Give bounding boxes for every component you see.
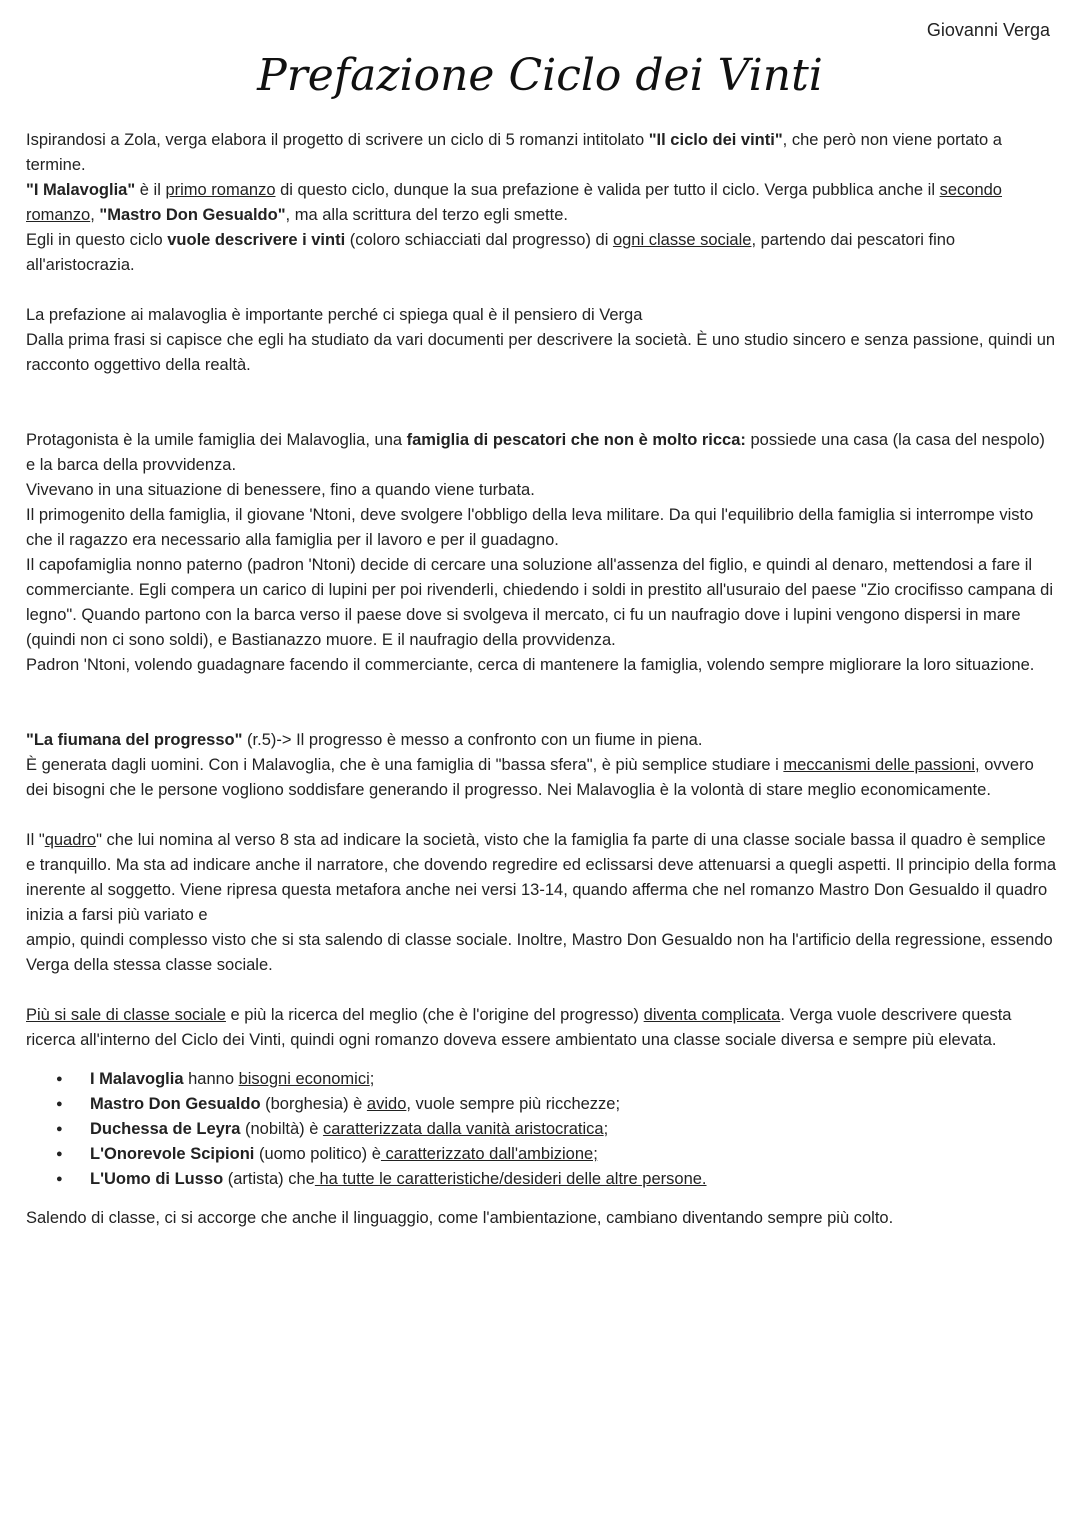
paragraph-capofamiglia: Il capofamiglia nonno paterno (padron 'Ntoni) decide di cercare una soluzione all'assenza del figlio, e quindi al denaro, mettendosi a fare il commerciante. Egli compera un carico di lupini per poi rivenderli, chiedendo i soldi in prestito all'usuraio del paese "Zio crocifisso campana di legno". Quando partono con la barca verso il paese dove si svolgeva il mercato, ci fu un naufragio dove i lupini vengono dispersi in mare (quindi non ci sono soldi), e Bastianazzo muore. E il naufragio della provvidenza. [26, 556, 1054, 649]
text: (artista) che [223, 1170, 315, 1188]
text: (borghesia) è [260, 1095, 367, 1113]
bold-text: L'Onorevole Scipioni [90, 1145, 255, 1163]
list-item [90, 1067, 1056, 1092]
text: , partendo dai pescatori fino all'aristocrazia. [26, 231, 956, 274]
paragraph-generata [26, 753, 1056, 803]
text: ovvero dei bisogni che le persone vogliono soddisfare generando il progresso. Nei Malavoglia è la volontà di stare meglio economicamente. [26, 756, 1034, 799]
text: Egli in questo ciclo [26, 231, 168, 249]
spacer [26, 803, 1056, 828]
underlined-text: bisogni economici [238, 1070, 370, 1088]
paragraph-quadro [26, 828, 1056, 928]
document-body [26, 128, 1056, 1231]
text: , vuole sempre più ricchezze; [406, 1095, 621, 1113]
underlined-text: Più si sale di classe sociale [26, 1006, 226, 1024]
text: ; [603, 1120, 609, 1138]
spacer [26, 678, 1056, 728]
text: (r.5)-> Il progresso è messo a confronto con un fiume in piena. [242, 731, 703, 749]
paragraph-malavoglia [26, 178, 1056, 228]
text: ; [369, 1070, 375, 1088]
underlined-text: meccanismi delle passioni, [783, 756, 980, 774]
text: di questo ciclo, dunque la sua prefazione è valida per tutto il ciclo. Verga pubblica anche il [275, 181, 940, 199]
text: possiede una casa (la casa del nespolo) e la barca della provvidenza. [26, 431, 1045, 474]
list-item [90, 1142, 1056, 1167]
text: (coloro schiacciati dal progresso) di [345, 231, 613, 249]
spacer [26, 378, 1056, 428]
text: Ispirandosi a Zola, verga elabora il progetto di scrivere un ciclo di 5 romanzi intitolato [26, 131, 649, 149]
bold-text: I Malavoglia [90, 1070, 184, 1088]
bold-text: vuole descrivere i vinti [167, 231, 346, 249]
paragraph-vinti [26, 228, 1056, 278]
paragraph-primogenito: Il primogenito della famiglia, il giovane 'Ntoni, deve svolgere l'obbligo della leva militare. Da qui l'equilibrio della famiglia si interrompe visto che il ragazzo era necessario alla famiglia per il lavoro e per il guadagno. [26, 506, 1034, 549]
bold-text: "La fiumana del progresso" [26, 731, 243, 749]
text: (nobiltà) è [240, 1120, 323, 1138]
paragraph-intro [26, 128, 1056, 178]
text: (uomo politico) è [254, 1145, 381, 1163]
text: Protagonista è la umile famiglia dei Malavoglia, una [26, 431, 407, 449]
paragraph-studio: Dalla prima frasi si capisce che egli ha studiato da vari documenti per descrivere la società. È uno studio sincero e senza passione, quindi un racconto oggettivo della realtà. [26, 331, 1056, 374]
list-item [90, 1092, 1056, 1117]
bold-text: "Il ciclo dei vinti" [648, 131, 783, 149]
text: e più la ricerca del meglio (che è l'origine del progresso) [225, 1006, 644, 1024]
underlined-text: diventa complicata [643, 1006, 781, 1024]
bold-text: Duchessa de Leyra [90, 1120, 241, 1138]
underlined-text: caratterizzato dall'ambizione; [380, 1145, 598, 1163]
paragraph-benessere: Vivevano in una situazione di benessere, fino a quando viene turbata. [26, 481, 535, 499]
list-item [90, 1117, 1056, 1142]
paragraph-ampio: ampio, quindi complesso visto che si sta salendo di classe sociale. Inoltre, Mastro Don Gesualdo non ha l'artificio della regressione, essendo Verga della stessa classe sociale. [26, 931, 1053, 974]
text: " che lui nomina al verso 8 sta ad indicare la società, visto che la famiglia fa parte di una classe sociale bassa il quadro è semplice e tranquillo. Ma sta ad indicare anche il narratore, che dovendo regredire ed eclissarsi deve attenuarsi a quegli aspetti. Il principio della forma inerente al soggetto. Viene ripresa questa metafora anche nei versi 13-14, quando afferma che nel romanzo Mastro Don Gesualdo il quadro inizia a farsi più variato e [26, 831, 1056, 924]
underlined-text: secondo romanzo [26, 181, 1002, 224]
author-name: Giovanni Verga [926, 20, 1050, 40]
underlined-text: avido [366, 1095, 407, 1113]
text: è il [135, 181, 166, 199]
underlined-text: quadro [44, 831, 97, 849]
spacer [26, 978, 1056, 1003]
paragraph-padron-ntoni: Padron 'Ntoni, volendo guadagnare facendo il commerciante, cerca di mantenere la famiglia, volendo sempre migliorare la loro situazione. [26, 656, 1035, 674]
text: , ma alla scrittura del terzo egli smette. [285, 206, 568, 224]
page-title: Prefazione Ciclo dei Vinti [257, 50, 823, 101]
text: . Verga vuole descrivere questa ricerca all'interno del Ciclo dei Vinti, quindi ogni romanzo doveva essere ambientato una classe sociale diversa e sempre più elevata. [26, 1006, 1012, 1049]
text: È generata dagli uomini. Con i Malavoglia, che è una famiglia di "bassa sfera", è più semplice studiare i [26, 756, 784, 774]
underlined-text: ha tutte le caratteristiche/desideri delle altre persone. [314, 1170, 707, 1188]
paragraph-classe-sociale [26, 1003, 1056, 1053]
paragraph-fiumana [26, 728, 1056, 753]
bold-text: famiglia di pescatori che non è molto ricca: [406, 431, 746, 449]
bold-text: L'Uomo di Lusso [90, 1170, 224, 1188]
paragraph-prefazione: La prefazione ai malavoglia è importante perché ci spiega qual è il pensiero di Verga [26, 306, 643, 324]
bold-text: "I Malavoglia" [26, 181, 136, 199]
paragraph-conclusione: Salendo di classe, ci si accorge che anche il linguaggio, come l'ambientazione, cambiano diventando sempre più colto. [26, 1209, 894, 1227]
spacer [26, 278, 1056, 303]
bold-text: Mastro Don Gesualdo [90, 1095, 261, 1113]
underlined-text: caratterizzata dalla vanità aristocratica [322, 1120, 604, 1138]
text: , che però non viene portato a termine. [26, 131, 1002, 174]
text: Il " [26, 831, 45, 849]
underlined-text: ogni classe sociale [612, 231, 752, 249]
underlined-text: primo romanzo [165, 181, 276, 199]
paragraph-protagonista [26, 428, 1056, 478]
text: , [90, 206, 100, 224]
list-item [90, 1167, 1056, 1192]
novels-list [26, 1067, 1056, 1192]
bold-text: "Mastro Don Gesualdo" [99, 206, 286, 224]
text: hanno [183, 1070, 239, 1088]
